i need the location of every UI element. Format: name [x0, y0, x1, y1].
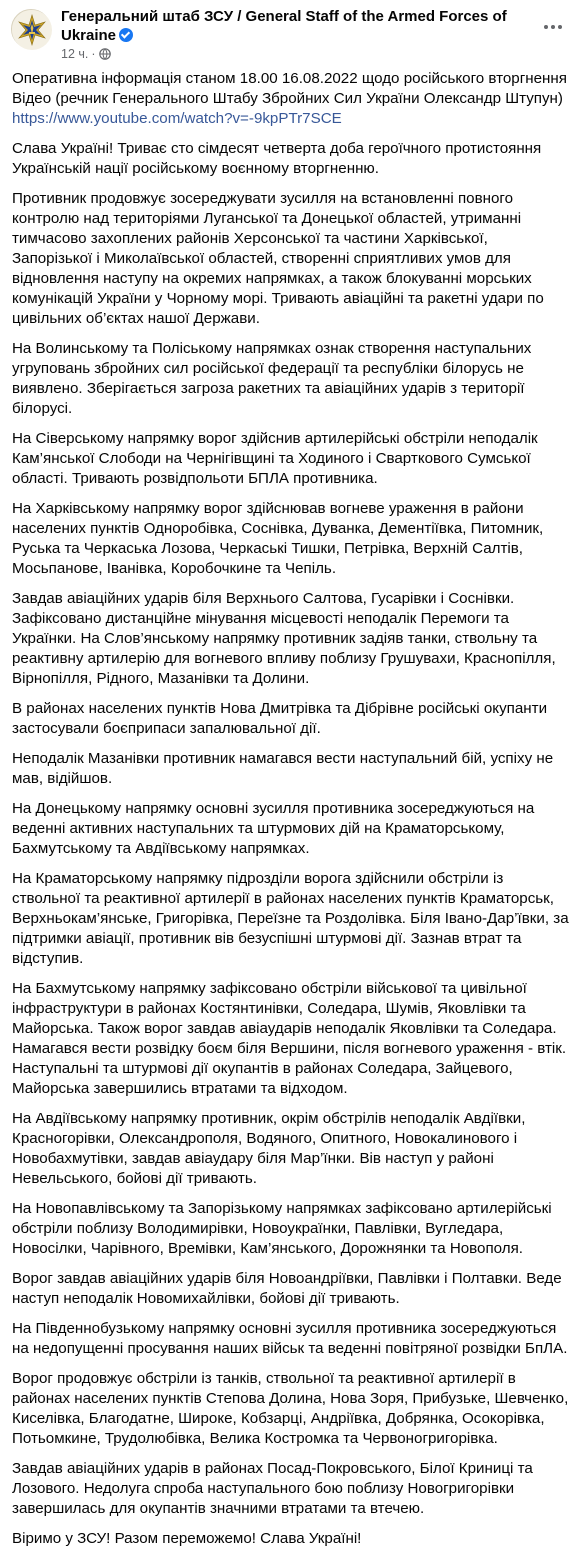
post-paragraph: На Сіверському напрямку ворог здійснив артилерійські обстріли неподалік Кам’янської Слободи на Чернігівщині та Ходиного і Сварткового Сумської області. Тривають розвідпольоти БПЛА противника. [12, 430, 538, 487]
post-paragraph: Ворог продовжує обстріли із танків, ствольної та реактивної артилерії в районах населених пунктів Степова Долина, Нова Зоря, Прибузьке, Шевченко, Киселівка, Благодатне, Широке, Кобзарці, Андріївка, Добрянка, Осокорівка, Потьомкине, Трудолюбівка, Велика Костромка та Червоногригорівка. [12, 1370, 569, 1447]
page-name-text[interactable]: Генеральний штаб ЗСУ / General Staff of the Armed Forces of Ukraine [61, 8, 507, 44]
meta-separator: · [91, 47, 96, 61]
post-paragraph: Слава Україні! Триває сто сімдесят четверта доба героїчного протистояння Українській нації російському воєнному вторгненню. [12, 140, 542, 177]
post-intro [12, 69, 572, 129]
armed-forces-emblem-icon [12, 10, 52, 50]
verified-badge-icon [119, 28, 133, 42]
more-dot-icon [551, 25, 555, 29]
more-dot-icon [544, 25, 548, 29]
post-paragraph: Противник продовжує зосереджувати зусилля на встановленні повного контролю над територіями Луганської та Донецької областей, утриманні тимчасово захоплених районів Херсонської та частини Харківської, Запорізької і Миколаївської областей, створенні сприятливих умов для відновлення наступу на окремих напрямках, а також блокуванні морських комунікацій України у Чорному морі. Тривають авіаційні та ракетні удари по цивільних об’єктах нашої Держави. [12, 190, 544, 327]
post-meta [61, 46, 111, 62]
post-paragraph: На Волинському та Поліському напрямках ознак створення наступальних угруповань збройних сил російської федерації та республіки білорусь не виявлено. Зберігається загроза ракетних та авіаційних ударів з території білорусі. [12, 340, 532, 417]
post-paragraph: На Південнобузькому напрямку основні зусилля противника зосереджуються на недопущенні просування наших військ та веденні повітряної розвідки БпЛА. [12, 1320, 568, 1357]
post-paragraph: В районах населених пунктів Нова Дмитрівка та Дібрівне російські окупанти застосували боєприпаси запалювальної дії. [12, 700, 548, 737]
post-paragraph: Завдав авіаційних ударів в районах Посад-Покровського, Білої Криниці та Лозового. Недолуга спроба наступального бою поблизу Новогригорівки завершилась для окупантів значними втратами та втечею. [12, 1460, 533, 1517]
post-paragraph: На Краматорському напрямку підрозділи ворога здійснили обстріли із ствольної та реактивної артилерії в районах населених пунктів Краматорськ, Верхньокам’янське, Григорівка, Перeїзне та Роздолівка. Біля Івано-Дар’ївки, за підтримки авіації, противник вів безуспішні штурмові дії. Зазнав втрат та відступив. [12, 870, 569, 967]
post-timestamp[interactable]: 12 ч. [61, 47, 89, 61]
post-paragraph: На Донецькому напрямку основні зусилля противника зосереджуються на веденні активних наступальних та штурмових дій на Краматорському, Бахмутському та Авдіївському напрямках. [12, 800, 535, 857]
globe-icon [99, 48, 111, 60]
page-avatar[interactable] [11, 9, 51, 49]
post-paragraph: Неподалік Мазанівки противник намагався вести наступальний бій, успіху не мав, відійшов. [12, 750, 554, 787]
post-paragraph: Ворог завдав авіаційних ударів біля Новоандріївки, Павлівки і Полтавки. Веде наступ неподалік Новомихайлівки, бойові дії тривають. [12, 1270, 562, 1307]
video-link[interactable]: https://www.youtube.com/watch?v=-9kpPTr7SCE [12, 110, 342, 127]
post-paragraph: На Авдіївському напрямку противник, окрім обстрілів неподалік Авдіївки, Красногорівки, Олександрополя, Водяного, Опитного, Новокалинового і Новобахмутівки, завдав авіаудару біля Мар’їнки. Вів наступ у районі Невельського, бойові дії тривають. [12, 1110, 526, 1187]
post-closing: Віримо у ЗСУ! Разом переможемо! Слава Україні! [12, 1530, 362, 1547]
post-paragraph: На Бахмутському напрямку зафіксовано обстріли військової та цивільної інфраструктури в районах Костянтинівки, Соледара, Шумів, Яковлівки та Майорська. Також ворог завдав авіаударів неподалік Яковлівки та Соледара. Намагався вести розвідку боєм біля Вершини, після вогневого ураження - втік. Наступальні та штурмові дії окупантів в районах Соледара, Зайцевого, Майорська завершились втратами та відходом. [12, 980, 567, 1097]
page-name[interactable] [61, 7, 531, 45]
post-body [12, 69, 572, 1559]
more-options-button[interactable] [538, 12, 568, 42]
post-header [0, 0, 580, 70]
post-paragraph: На Новопавлівському та Запорізькому напрямках зафіксовано артилерійські обстріли поблизу Володимирівки, Новоукраїнки, Павлівки, Вугледара, Новосілки, Чарівного, Времівки, Кам’янського, Дорожнянки та Новополя. [12, 1200, 552, 1257]
post-paragraph: На Харківському напрямку ворог здійснював вогневе ураження в райони населених пунктів Одноробівка, Соснівка, Дуванка, Дементіївка, Питомник, Руська та Черкаська Лозова, Черкаські Тишки, Петрівка, Верхній Салтів, Мосьпанове, Іванівка, Коробочкине та Чепіль. [12, 500, 544, 577]
post-paragraph: Завдав авіаційних ударів біля Верхнього Салтова, Гусарівки і Соснівки. Зафіксовано дистанційне мінування місцевості неподалік Перемоги та Українки. На Слов’янському напрямку противник задіяв танки, ствольну та реактивну артилерію для вогневого впливу поблизу Грушувахи, Краснопілля, Вірнопілля, Рідного, Мазанівки та Долини. [12, 590, 556, 687]
intro-text: Оперативна інформація станом 18.00 16.08.2022 щодо російського вторгнення Відео (речник Генерального Штабу Збройних Сил України Олександр Штупун) [12, 70, 567, 107]
more-dot-icon [558, 25, 562, 29]
